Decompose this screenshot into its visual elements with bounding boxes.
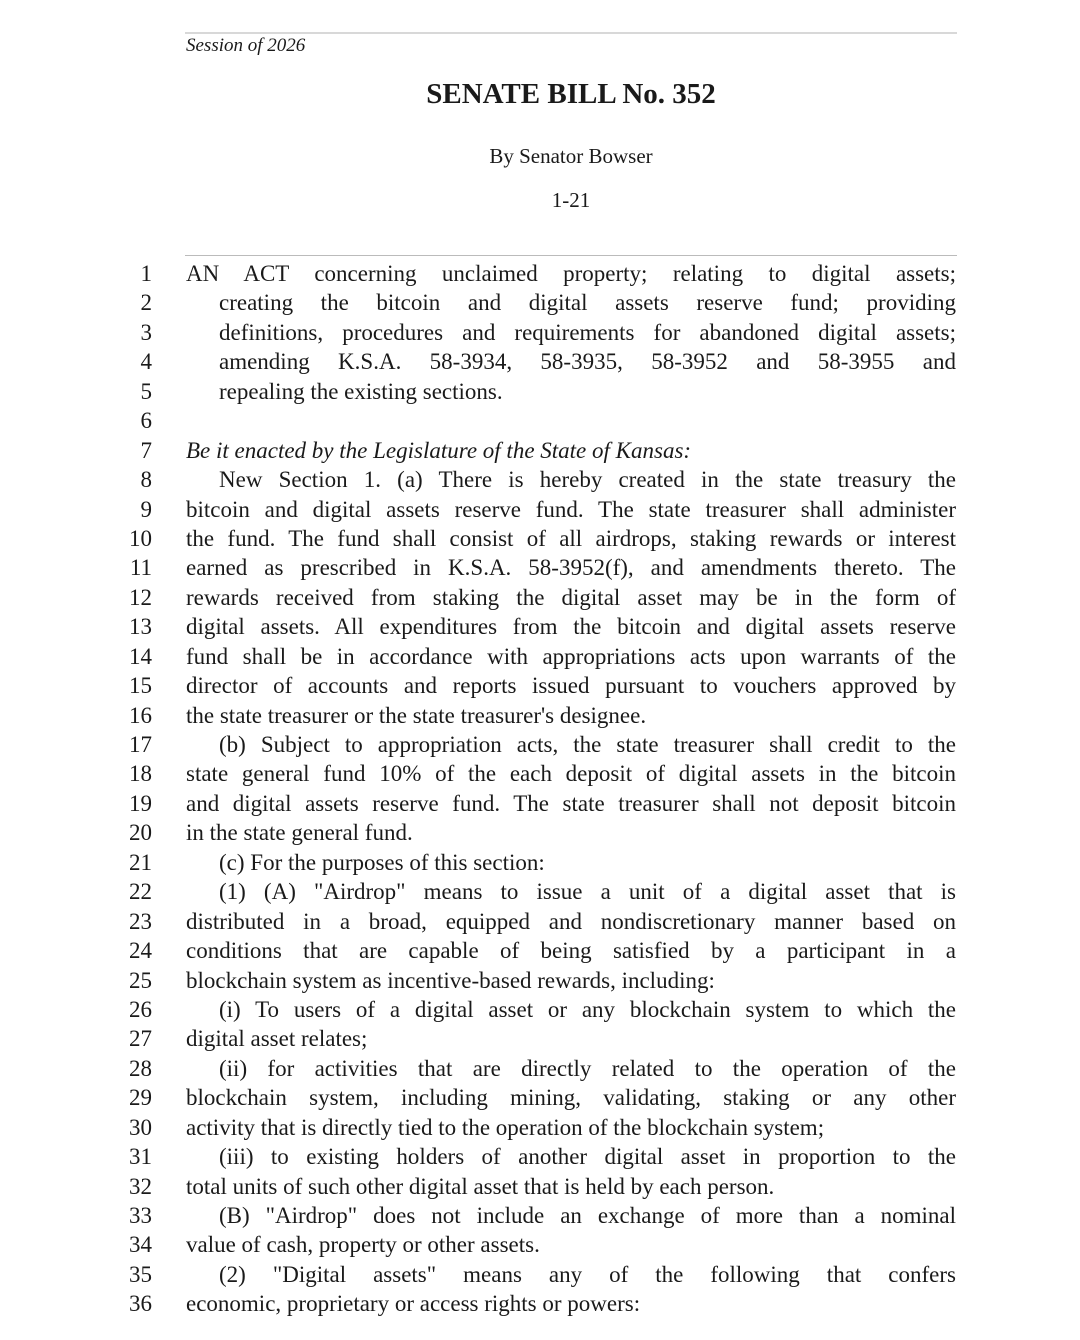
line-text: (B) "Airdrop" does not include an exchange of more than a nominal	[219, 1203, 956, 1228]
line-text: creating the bitcoin and digital assets reserve fund; providing	[219, 290, 956, 316]
bill-title: SENATE BILL No. 352	[426, 78, 716, 110]
line-text: earned as prescribed in K.S.A. 58-3952(f), and amendments thereto. The	[186, 555, 956, 581]
bill-line	[0, 1113, 1080, 1142]
line-text: distributed in a broad, equipped and nondiscretionary manner based on	[186, 908, 956, 934]
line-number: 2	[140, 290, 152, 316]
bill-line	[0, 465, 1080, 494]
bill-line	[0, 1260, 1080, 1289]
line-text: AN ACT concerning unclaimed property; relating to digital assets;	[186, 261, 956, 286]
bill-line	[0, 524, 1080, 553]
line-text: (iii) to existing holders of another digital asset in proportion to the	[219, 1144, 956, 1170]
bill-line	[0, 1054, 1080, 1083]
line-number: 8	[140, 467, 152, 493]
bill-line	[0, 612, 1080, 641]
line-text: activity that is directly tied to the operation of the blockchain system;	[186, 1114, 825, 1140]
line-text: (c) For the purposes of this section:	[219, 849, 545, 875]
line-text: digital asset relates;	[186, 1026, 368, 1052]
line-number: 19	[129, 790, 152, 816]
line-number: 28	[129, 1055, 152, 1081]
bill-line	[0, 818, 1080, 847]
line-number: 7	[140, 437, 152, 463]
line-number: 10	[129, 525, 152, 551]
line-number: 27	[129, 1026, 152, 1052]
bill-line	[0, 1230, 1080, 1259]
line-text: amending K.S.A. 58-3934, 58-3935, 58-3952 and 58-3955 and	[219, 349, 956, 375]
line-text: blockchain system as incentive-based rewards, including:	[186, 967, 715, 993]
line-number: 6	[140, 408, 152, 434]
bill-line	[0, 318, 1080, 347]
line-number: 4	[140, 349, 152, 375]
line-number: 36	[129, 1291, 152, 1317]
line-text: repealing the existing sections.	[219, 378, 503, 404]
line-number: 21	[129, 849, 152, 875]
line-text: director of accounts and reports issued pursuant to vouchers approved by	[186, 673, 956, 699]
bill-line	[0, 1289, 1080, 1318]
line-number: 14	[129, 643, 152, 669]
bill-line	[0, 377, 1080, 406]
line-number: 33	[129, 1203, 152, 1228]
bill-line	[0, 936, 1080, 965]
line-text: economic, proprietary or access rights or powers:	[186, 1291, 641, 1317]
bill-line	[0, 759, 1080, 788]
bill-line	[0, 583, 1080, 612]
bill-line	[0, 495, 1080, 524]
bill-line	[0, 966, 1080, 995]
line-text: (ii) for activities that are directly related to the operation of the	[219, 1055, 956, 1081]
line-text: value of cash, property or other assets.	[186, 1232, 540, 1258]
bill-line	[0, 789, 1080, 818]
line-number: 32	[129, 1173, 152, 1199]
line-text: blockchain system, including mining, validating, staking or any other	[186, 1085, 956, 1111]
bill-line	[0, 671, 1080, 700]
line-number: 16	[129, 702, 152, 728]
line-text: the fund. The fund shall consist of all airdrops, staking rewards or interest	[186, 525, 956, 551]
line-number: 20	[129, 820, 152, 846]
bill-line	[0, 436, 1080, 465]
line-number: 13	[129, 614, 152, 640]
bill-line	[0, 406, 1080, 435]
bill-line	[0, 995, 1080, 1024]
bill-line	[0, 877, 1080, 906]
bill-line	[0, 347, 1080, 376]
line-number: 9	[140, 496, 152, 522]
bill-line	[0, 1024, 1080, 1053]
line-number: 24	[129, 938, 152, 964]
session-label: Session of 2026	[186, 35, 306, 56]
bill-line	[0, 1172, 1080, 1201]
line-text: (2) "Digital assets" means any of the following that confers	[219, 1261, 956, 1287]
line-text: definitions, procedures and requirements for abandoned digital assets;	[219, 319, 956, 345]
line-text: conditions that are capable of being satisfied by a participant in a	[186, 938, 956, 964]
line-text: total units of such other digital asset that is held by each person.	[186, 1173, 775, 1199]
top-divider	[185, 32, 957, 34]
line-text: bitcoin and digital assets reserve fund. The state treasurer shall administer	[186, 496, 956, 522]
line-number: 35	[129, 1261, 152, 1287]
line-number: 22	[129, 879, 152, 905]
line-number: 11	[129, 555, 152, 581]
bill-sponsor: By Senator Bowser	[489, 144, 653, 168]
bill-body	[0, 259, 1080, 1319]
line-number: 26	[129, 996, 152, 1022]
line-text: rewards received from staking the digital asset may be in the form of	[186, 584, 956, 610]
header-divider	[185, 255, 957, 256]
line-text: fund shall be in accordance with appropriations acts upon warrants of the	[186, 643, 956, 669]
bill-line	[0, 259, 1080, 288]
bill-line	[0, 553, 1080, 582]
bill-line	[0, 1142, 1080, 1171]
bill-line	[0, 907, 1080, 936]
line-text: New Section 1. (a) There is hereby created in the state treasury the	[219, 467, 956, 493]
line-number: 17	[129, 732, 152, 757]
line-text: and digital assets reserve fund. The state treasurer shall not deposit bitcoin	[186, 790, 956, 816]
line-number: 25	[129, 967, 152, 993]
line-text: (i) To users of a digital asset or any blockchain system to which the	[219, 996, 956, 1022]
line-text: digital assets. All expenditures from the bitcoin and digital assets reserve	[186, 614, 956, 640]
line-number: 23	[129, 908, 152, 934]
line-number: 18	[129, 761, 152, 787]
line-text: the state treasurer or the state treasurer's designee.	[186, 702, 647, 728]
bill-line	[0, 642, 1080, 671]
line-number: 15	[129, 673, 152, 699]
line-number: 12	[129, 584, 152, 610]
line-number: 1	[140, 261, 152, 286]
line-number: 3	[140, 319, 152, 345]
line-text: in the state general fund.	[186, 820, 413, 846]
line-number: 5	[140, 378, 152, 404]
line-text: state general fund 10% of the each deposit of digital assets in the bitcoin	[186, 761, 956, 787]
bill-line	[0, 1201, 1080, 1230]
line-number: 30	[129, 1114, 152, 1140]
line-number: 31	[129, 1144, 152, 1170]
enacting-clause: Be it enacted by the Legislature of the State of Kansas:	[186, 437, 692, 463]
line-number: 34	[129, 1232, 152, 1258]
bill-line	[0, 701, 1080, 730]
line-text: (1) (A) "Airdrop" means to issue a unit of a digital asset that is	[219, 879, 956, 905]
bill-line	[0, 288, 1080, 317]
bill-line	[0, 730, 1080, 759]
bill-date: 1-21	[551, 188, 591, 212]
line-number: 29	[129, 1085, 152, 1111]
bill-line	[0, 848, 1080, 877]
line-text: (b) Subject to appropriation acts, the state treasurer shall credit to the	[219, 732, 956, 757]
bill-line	[0, 1083, 1080, 1112]
